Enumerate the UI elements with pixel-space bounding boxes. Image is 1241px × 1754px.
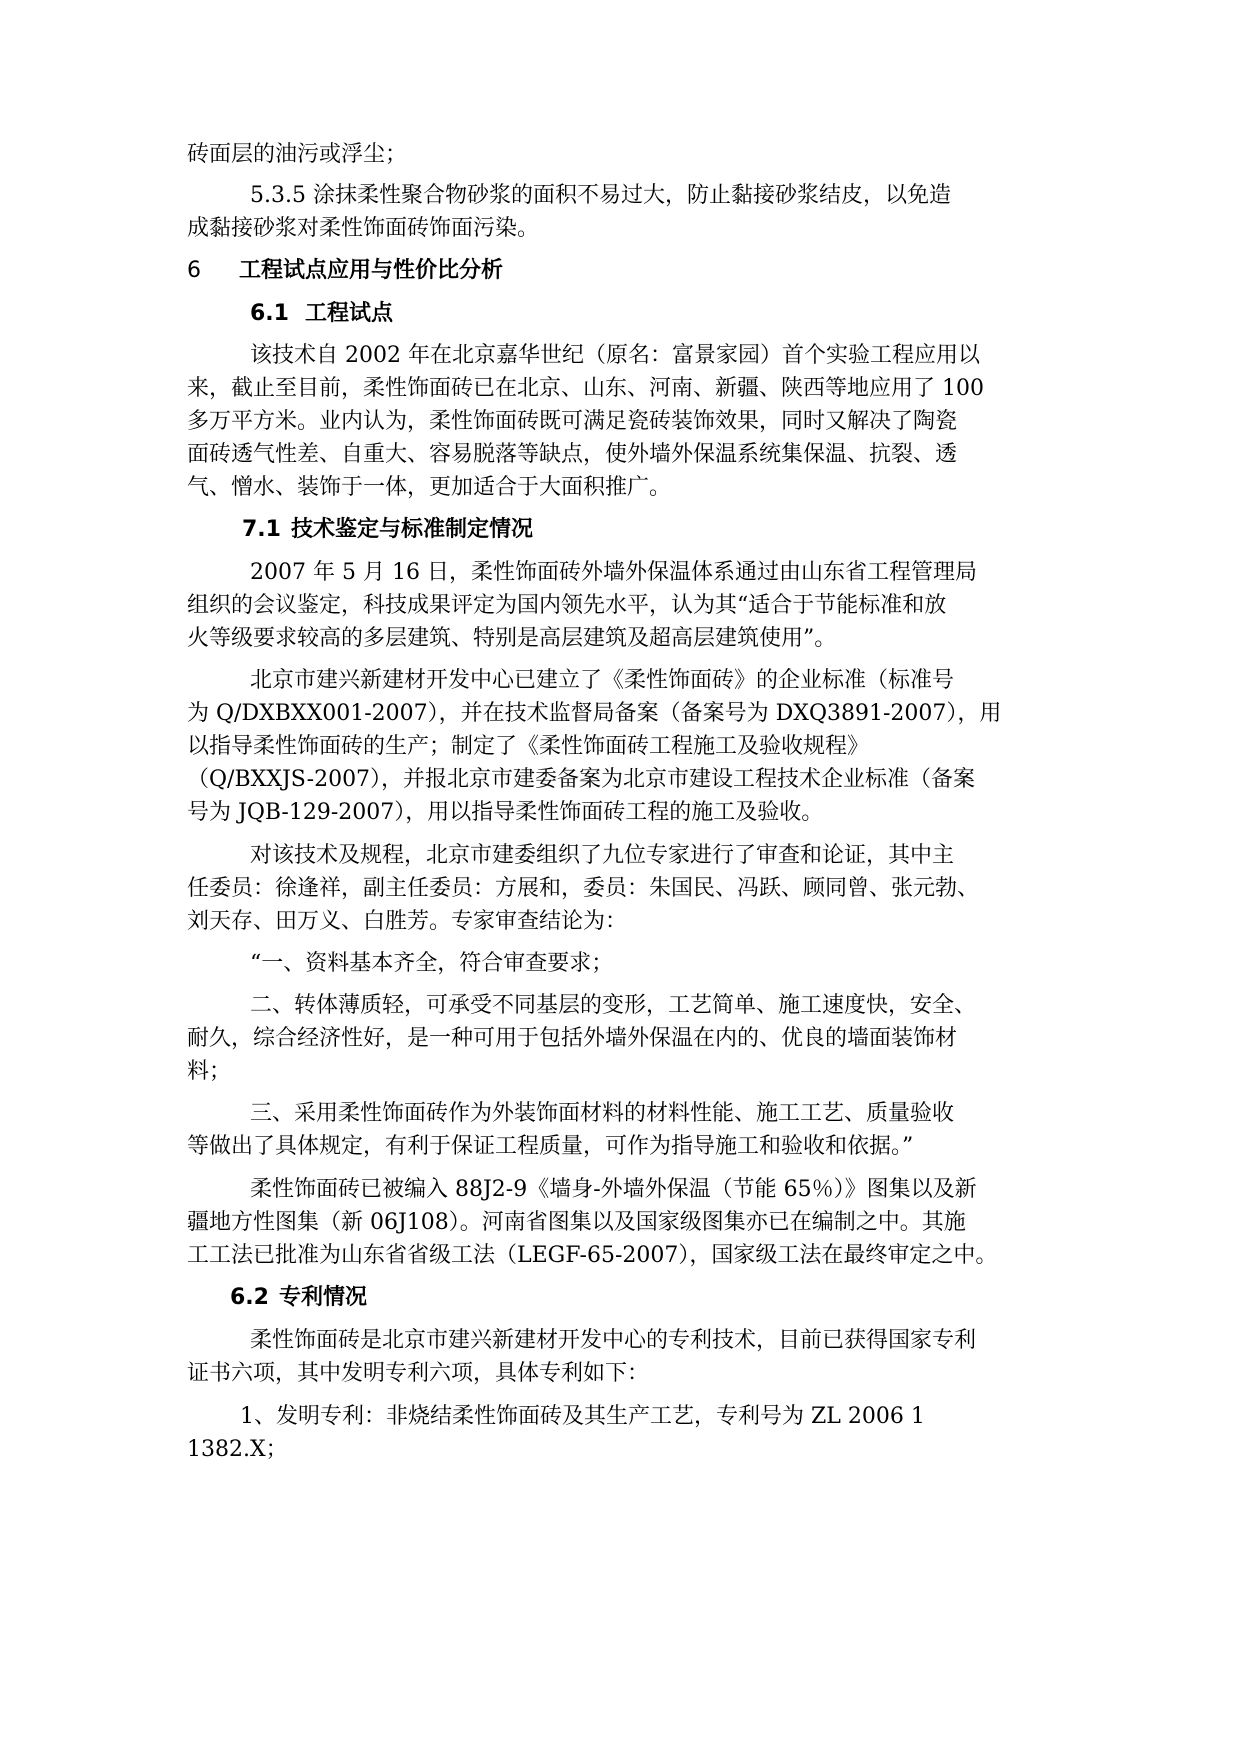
text-line: 1、发明专利：非烧结柔性饰面砖及其生产工艺，专利号为 ZL 2006 1	[240, 1404, 925, 1429]
text-line: 多万平方米。业内认为，柔性饰面砖既可满足瓷砖装饰效果，同时又解决了陶瓷	[187, 409, 958, 434]
text-line: 1382.X；	[187, 1437, 288, 1462]
text-line: 料；	[187, 1059, 232, 1084]
text-line: 火等级要求较高的多层建筑、特别是高层建筑及超高层建筑使用”。	[187, 626, 837, 651]
heading-number: 6.1	[250, 301, 289, 326]
text-line: 面砖透气性差、自重大、容易脱落等缺点，使外墙外保温系统集保温、抗裂、透	[187, 442, 958, 467]
text-line: 对该技术及规程，北京市建委组织了九位专家进行了审查和论证，其中主	[250, 843, 955, 868]
text-line: 三、采用柔性饰面砖作为外装饰面材料的材料性能、施工工艺、质量验收	[250, 1101, 955, 1126]
section-heading-6-2	[230, 1281, 367, 1315]
heading-number: 6	[187, 258, 201, 283]
heading-text: 工程试点应用与性价比分析	[239, 258, 504, 283]
text-line: 柔性饰面砖是北京市建兴新建材开发中心的专利技术，目前已获得国家专利	[250, 1328, 977, 1353]
text-line: 耐久，综合经济性好，是一种可用于包括外墙外保温在内的、优良的墙面装饰材	[187, 1026, 958, 1051]
heading-text: 工程试点	[304, 301, 393, 326]
text-line: 号为 JQB-129-2007），用以指导柔性饰面砖工程的施工及验收。	[187, 800, 824, 825]
text-line: 该技术自 2002 年在北京嘉华世纪（原名：富景家园）首个实验工程应用以	[250, 343, 980, 368]
section-heading-7-1	[242, 513, 533, 547]
text-line: 证书六项，其中发明专利六项，具体专利如下：	[187, 1361, 650, 1386]
section-heading-6	[187, 254, 503, 288]
text-line: 来，截止至目前，柔性饰面砖已在北京、山东、河南、新疆、陕西等地应用了 100	[187, 376, 984, 401]
text-line: 以指导柔性饰面砖的生产；制定了《柔性饰面砖工程施工及验收规程》	[187, 734, 870, 759]
text-line: 为 Q/DXBXX001-2007），并在技术监督局备案（备案号为 DXQ3891-2007），用	[187, 701, 1002, 726]
heading-number: 7.1	[242, 517, 281, 542]
text-line: 柔性饰面砖已被编入 88J2-9《墙身-外墙外保温（节能 65％）》图集以及新	[250, 1177, 977, 1202]
text-line: 砖面层的油污或浮尘；	[187, 142, 408, 167]
text-line: 北京市建兴新建材开发中心已建立了《柔性饰面砖》的企业标准（标准号	[250, 668, 955, 693]
text-line: 等做出了具体规定，有利于保证工程质量，可作为指导施工和验收和依据。”	[187, 1134, 914, 1159]
text-line: 任委员：徐逢祥，副主任委员：方展和，委员：朱国民、冯跃、顾同曾、张元勃、	[187, 876, 980, 901]
section-heading-6-1	[250, 297, 393, 331]
text-line: 二、转体薄质轻，可承受不同基层的变形，工艺简单、施工速度快，安全、	[250, 993, 977, 1018]
text-line: （Q/BXXJS-2007），并报北京市建委备案为北京市建设工程技术企业标准（备案	[187, 767, 976, 792]
text-line: 2007 年 5 月 16 日，柔性饰面砖外墙外保温体系通过由山东省工程管理局	[250, 560, 977, 585]
heading-text: 专利情况	[278, 1285, 367, 1310]
text-line: 气、憎水、装饰于一体，更加适合于大面积推广。	[187, 475, 672, 500]
heading-text: 技术鉴定与标准制定情况	[290, 517, 533, 542]
text-line: “一、资料基本齐全，符合审查要求；	[250, 951, 614, 976]
text-line: 工工法已批准为山东省省级工法（LEGF-65-2007），国家级工法在最终审定之中。	[187, 1243, 998, 1268]
text-line: 成黏接砂浆对柔性饰面砖饰面污染。	[187, 216, 540, 241]
text-line: 5.3.5 涂抹柔性聚合物砂浆的面积不易过大，防止黏接砂浆结皮，以免造	[250, 183, 951, 208]
heading-number: 6.2	[230, 1285, 269, 1310]
text-line: 刘天存、田万义、白胜芳。专家审查结论为：	[187, 909, 628, 934]
text-line: 疆地方性图集（新 06J108）。河南省图集以及国家级图集亦已在编制之中。其施	[187, 1210, 966, 1235]
text-line: 组织的会议鉴定，科技成果评定为国内领先水平，认为其“适合于节能标准和放	[187, 593, 947, 618]
